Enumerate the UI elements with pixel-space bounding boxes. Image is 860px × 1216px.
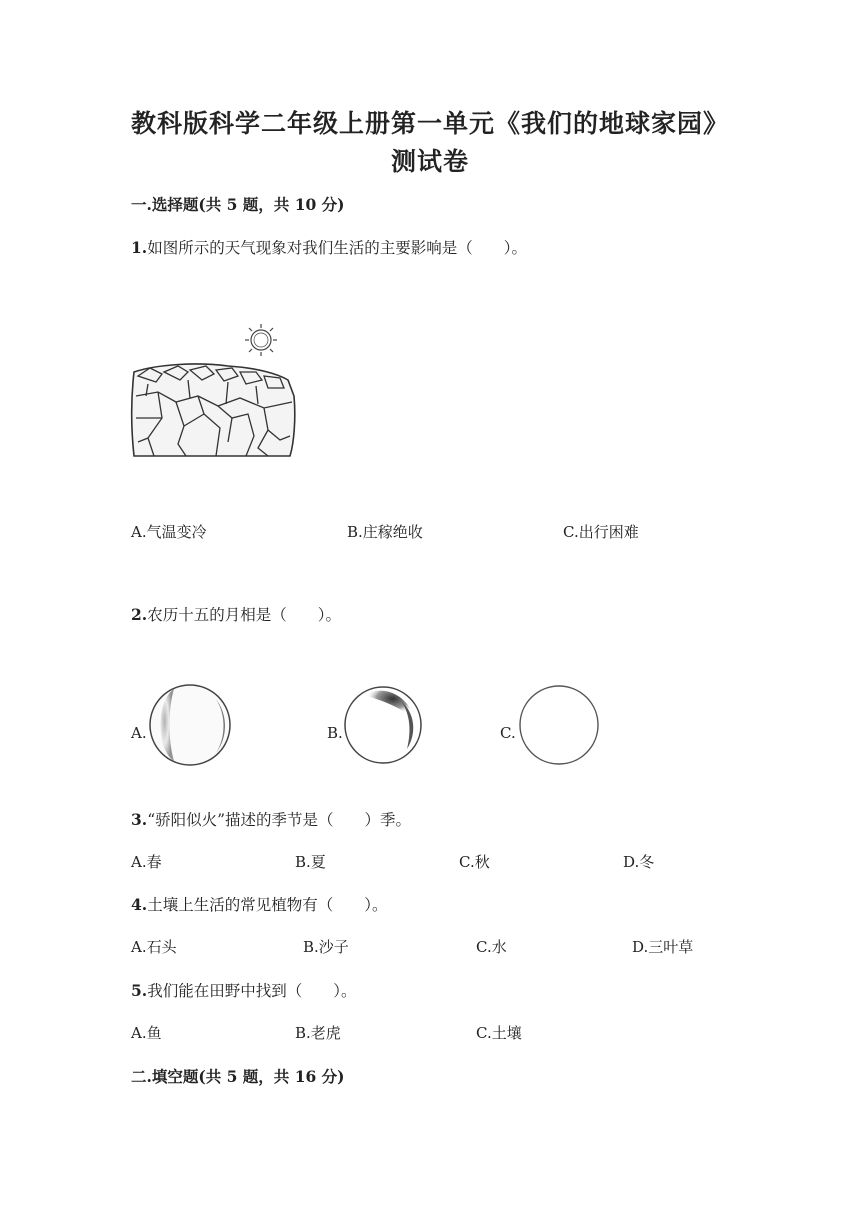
q1-option-a: A.气温变冷 bbox=[131, 523, 207, 541]
moon-phase-a-image bbox=[146, 681, 234, 769]
q3-option-b: B.夏 bbox=[295, 853, 326, 871]
page-title-line2: 测试卷 bbox=[390, 147, 469, 176]
question-text: “骄阳似火”描述的季节是（ ）季。 bbox=[147, 811, 412, 829]
q1-option-b: B.庄稼绝收 bbox=[347, 523, 423, 541]
question-text: 我们能在田野中找到（ ）。 bbox=[147, 982, 357, 1000]
question-1 bbox=[131, 236, 527, 258]
moon-phase-c-image bbox=[516, 682, 602, 768]
q1-option-c: C.出行困难 bbox=[563, 523, 639, 541]
question-number: 2. bbox=[131, 605, 148, 624]
question-number: 3. bbox=[131, 810, 148, 829]
section-heading-choice: 一.选择题(共 5 题，共 10 分) bbox=[131, 195, 345, 214]
question-2 bbox=[131, 603, 341, 625]
question-text: 土壤上生活的常见植物有（ ）。 bbox=[147, 896, 388, 914]
question-5 bbox=[131, 979, 356, 1001]
question-number: 4. bbox=[131, 895, 148, 914]
q2-option-c: C. bbox=[500, 724, 516, 742]
question-number: 1. bbox=[131, 238, 148, 257]
q4-option-c: C.水 bbox=[476, 938, 507, 956]
q2-option-a: A. bbox=[131, 724, 147, 742]
q5-option-b: B.老虎 bbox=[295, 1024, 341, 1042]
q2-option-b: B. bbox=[327, 724, 343, 742]
question-4 bbox=[131, 893, 387, 915]
q3-option-d: D.冬 bbox=[623, 853, 655, 871]
question-number: 5. bbox=[131, 981, 148, 1000]
q3-option-a: A.春 bbox=[131, 853, 162, 871]
drought-cracked-earth-image bbox=[128, 318, 300, 462]
moon-phase-b-image bbox=[341, 683, 425, 767]
q3-option-c: C.秋 bbox=[459, 853, 490, 871]
question-3 bbox=[131, 808, 411, 830]
question-text: 农历十五的月相是（ ）。 bbox=[147, 606, 341, 624]
page-title: 教科版科学二年级上册第一单元《我们的地球家园》 bbox=[130, 109, 729, 138]
q5-option-a: A.鱼 bbox=[131, 1024, 162, 1042]
question-text: 如图所示的天气现象对我们生活的主要影响是（ ）。 bbox=[147, 239, 527, 257]
section-heading-fill-in: 二.填空题(共 5 题，共 16 分) bbox=[131, 1067, 345, 1086]
sun-icon bbox=[245, 324, 277, 356]
q4-option-b: B.沙子 bbox=[303, 938, 349, 956]
q5-option-c: C.土壤 bbox=[476, 1024, 522, 1042]
q4-option-d: D.三叶草 bbox=[632, 938, 694, 956]
q4-option-a: A.石头 bbox=[131, 938, 177, 956]
